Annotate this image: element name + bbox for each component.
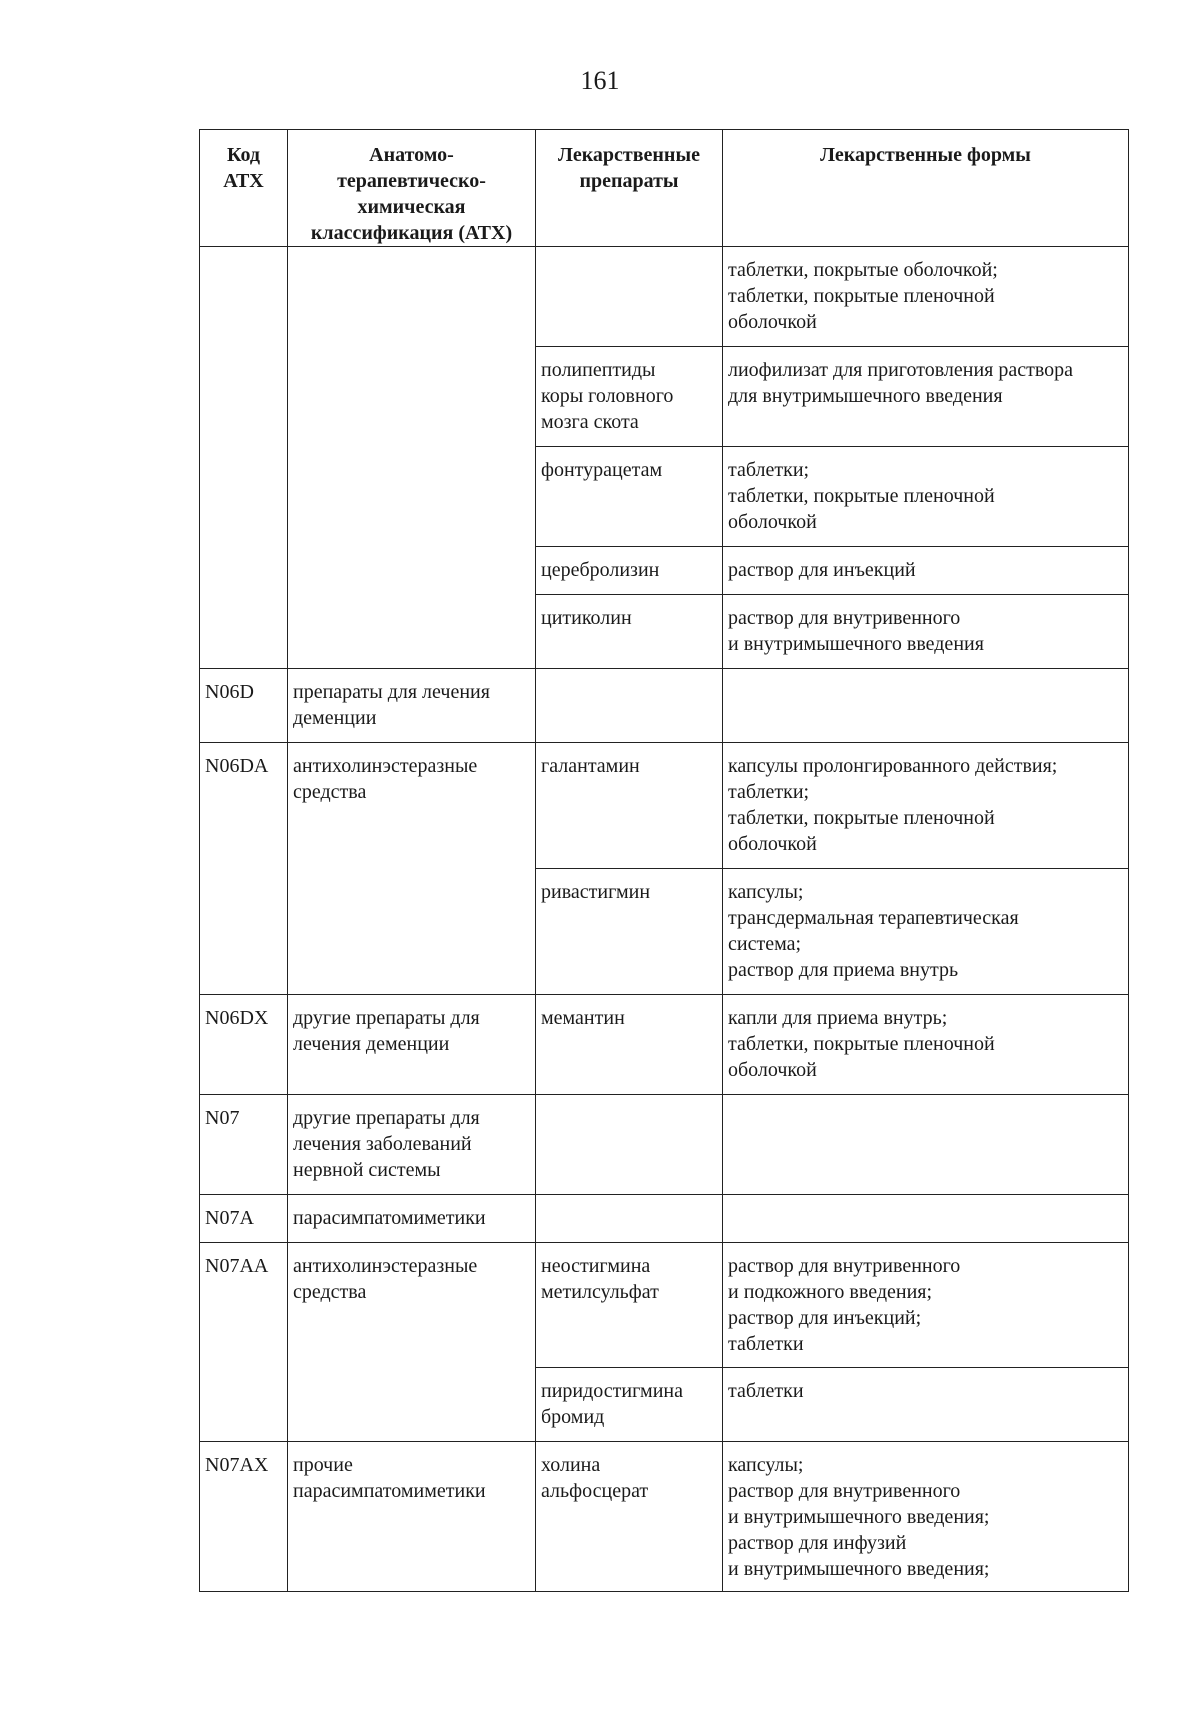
atc-code-cell: N06D [200,669,288,743]
dosage-forms-cell: капсулы пролонгированного действия; таблетки; таблетки, покрытые пленочной оболочкой [723,743,1129,869]
dosage-forms-cell: капли для приема внутрь; таблетки, покрытые пленочной оболочкой [723,995,1129,1095]
atc-code-cell: N07A [200,1195,288,1243]
classification-cell: прочие парасимпатомиметики [288,1442,536,1592]
drug-cell: полипептиды коры головного мозга скота [536,347,723,447]
atc-code-cell: N06DA [200,743,288,995]
dosage-forms-cell: раствор для внутривенного и подкожного введения; раствор для инъекций; таблетки [723,1243,1129,1368]
classification-cell: другие препараты для лечения деменции [288,995,536,1095]
atc-code-cell: N07AA [200,1243,288,1442]
header-drugs: Лекарственные препараты [536,130,723,247]
dosage-forms-cell: капсулы; раствор для внутривенного и внутримышечного введения; раствор для инфузий и внутримышечного введения; [723,1442,1129,1592]
atc-code-cell: N06DX [200,995,288,1095]
atc-code-cell: N07AX [200,1442,288,1592]
atc-code-cell: N07 [200,1095,288,1195]
dosage-forms-cell [723,1095,1129,1195]
drug-cell [536,1095,723,1195]
drug-cell: пиридостигмина бромид [536,1368,723,1442]
classification-cell [288,247,536,669]
drug-cell: цитиколин [536,595,723,669]
dosage-forms-cell [723,1195,1129,1243]
dosage-forms-cell: лиофилизат для приготовления раствора для внутримышечного введения [723,347,1129,447]
dosage-forms-cell: таблетки [723,1368,1129,1442]
table-row [200,1442,1129,1592]
drug-cell: церебролизин [536,547,723,595]
drug-cell [536,247,723,347]
drug-cell [536,1195,723,1243]
header-dosage-forms: Лекарственные формы [723,130,1129,247]
classification-cell: препараты для лечения деменции [288,669,536,743]
table-row [200,1195,1129,1243]
drug-cell: ривастигмин [536,869,723,995]
dosage-forms-cell: таблетки, покрытые оболочкой; таблетки, покрытые пленочной оболочкой [723,247,1129,347]
drug-cell: мемантин [536,995,723,1095]
drug-cell: фонтурацетам [536,447,723,547]
page-number: 161 [580,66,620,95]
table-row [200,247,1129,347]
table-row [200,1243,1129,1368]
atc-code-cell [200,247,288,669]
table-row [200,669,1129,743]
classification-cell: другие препараты для лечения заболеваний нервной системы [288,1095,536,1195]
drug-cell: неостигмина метилсульфат [536,1243,723,1368]
dosage-forms-cell [723,669,1129,743]
table-row [200,995,1129,1095]
classification-cell: парасимпатомиметики [288,1195,536,1243]
dosage-forms-cell: раствор для инъекций [723,547,1129,595]
header-atc-classification: Анатомо- терапевтическо- химическая классификация (АТХ) [288,130,536,247]
drug-cell: галантамин [536,743,723,869]
drug-cell: холина альфосцерат [536,1442,723,1592]
table-header-row [200,130,1129,247]
table-row [200,1095,1129,1195]
dosage-forms-cell: таблетки; таблетки, покрытые пленочной оболочкой [723,447,1129,547]
drug-cell [536,669,723,743]
classification-cell: антихолинэстеразные средства [288,743,536,995]
classification-cell: антихолинэстеразные средства [288,1243,536,1442]
atc-drug-table [199,129,1129,1592]
header-atc-code: Код АТХ [200,130,288,247]
dosage-forms-cell: раствор для внутривенного и внутримышечного введения [723,595,1129,669]
dosage-forms-cell: капсулы; трансдермальная терапевтическая система; раствор для приема внутрь [723,869,1129,995]
table-row [200,743,1129,869]
